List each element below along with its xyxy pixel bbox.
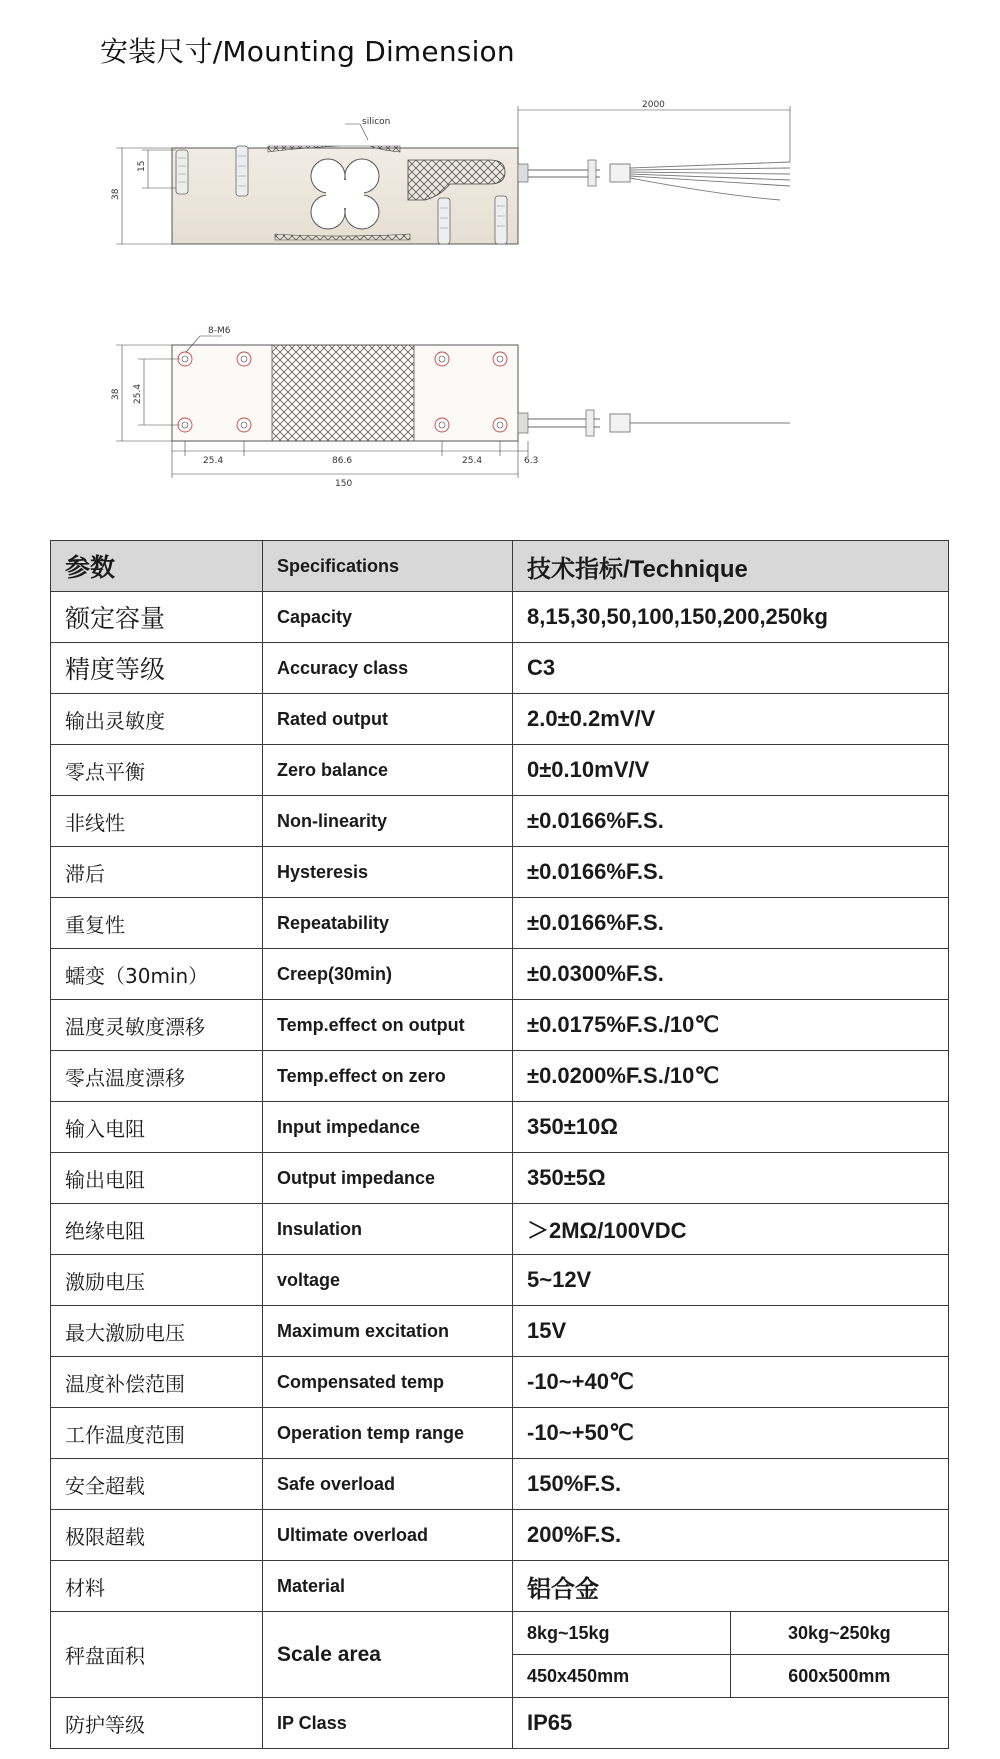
spec-name-en: Maximum excitation: [263, 1306, 513, 1357]
spec-name-en: Input impedance: [263, 1102, 513, 1153]
spec-name-en: voltage: [263, 1255, 513, 1306]
spec-value: 150%F.S.: [513, 1459, 949, 1510]
table-row: [51, 592, 949, 643]
table-row: [51, 1051, 949, 1102]
table-row: [51, 694, 949, 745]
page-title: 安装尺寸/Mounting Dimension: [100, 35, 515, 68]
dim-25-4-left: 25.4: [203, 456, 224, 466]
header-value: 技术指标/Technique: [513, 541, 949, 592]
table-row: [51, 1102, 949, 1153]
spec-name-cn: 重复性: [51, 898, 263, 949]
dim-2000: 2000: [642, 100, 665, 110]
table-row: [51, 847, 949, 898]
dim-6-3: 6.3: [524, 456, 539, 466]
spec-name-cn: 输出电阻: [51, 1153, 263, 1204]
label-silicon: silicon: [362, 117, 391, 127]
spec-name-en: Safe overload: [263, 1459, 513, 1510]
spec-value: 0±0.10mV/V: [513, 745, 949, 796]
spec-name-cn: 温度补偿范围: [51, 1357, 263, 1408]
table-row: [51, 745, 949, 796]
spec-name-en: Non-linearity: [263, 796, 513, 847]
spec-value: ±0.0166%F.S.: [513, 796, 949, 847]
scale-area-subtable: [513, 1612, 948, 1697]
label-8-m6: 8-M6: [208, 326, 231, 336]
spec-name-cn: 零点温度漂移: [51, 1051, 263, 1102]
spec-name-en: Compensated temp: [263, 1357, 513, 1408]
spec-name-en: Hysteresis: [263, 847, 513, 898]
spec-name-cn: 滞后: [51, 847, 263, 898]
spec-value: -10~+50℃: [513, 1408, 949, 1459]
table-row: [51, 1408, 949, 1459]
scale-area-size-row: [513, 1655, 948, 1698]
spec-name-cn: 非线性: [51, 796, 263, 847]
scale-size-large: 600x500mm: [730, 1655, 948, 1698]
spec-name-cn: 零点平衡: [51, 745, 263, 796]
spec-name-en: Ultimate overload: [263, 1510, 513, 1561]
spec-name-en: Capacity: [263, 592, 513, 643]
table-row: [51, 1357, 949, 1408]
scale-range-large: 30kg~250kg: [730, 1612, 948, 1655]
dim-150: 150: [335, 479, 353, 489]
spec-name-en: Accuracy class: [263, 643, 513, 694]
spec-value: ±0.0166%F.S.: [513, 898, 949, 949]
table-row: [51, 1000, 949, 1051]
spec-name-cn: 激励电压: [51, 1255, 263, 1306]
spec-name-cn: 绝缘电阻: [51, 1204, 263, 1255]
table-row-scale-area: [51, 1612, 949, 1698]
top-view: [111, 326, 790, 489]
table-row: [51, 796, 949, 847]
spec-value: 350±5Ω: [513, 1153, 949, 1204]
side-view: [111, 100, 790, 244]
spec-name-en: Rated output: [263, 694, 513, 745]
spec-name-cn: 蠕变（30min）: [51, 949, 263, 1000]
spec-value: 200%F.S.: [513, 1510, 949, 1561]
spec-name-cn: 额定容量: [51, 592, 263, 643]
dim-25-4-right: 25.4: [462, 456, 483, 466]
spec-name-cn: 工作温度范围: [51, 1408, 263, 1459]
scale-area-range-row: [513, 1612, 948, 1655]
spec-value: 8,15,30,50,100,150,200,250kg: [513, 592, 949, 643]
spec-name-en: Zero balance: [263, 745, 513, 796]
table-row: [51, 949, 949, 1000]
table-row: [51, 643, 949, 694]
spec-name-cn: 材料: [51, 1561, 263, 1612]
dim-38-top: 38: [111, 388, 121, 400]
scale-area-values: [513, 1612, 949, 1698]
scale-range-small: 8kg~15kg: [513, 1612, 730, 1655]
spec-name-en: IP Class: [263, 1698, 513, 1749]
spec-value: -10~+40℃: [513, 1357, 949, 1408]
spec-value: ±0.0166%F.S.: [513, 847, 949, 898]
spec-value: 350±10Ω: [513, 1102, 949, 1153]
spec-name-cn: 精度等级: [51, 643, 263, 694]
dim-15: 15: [137, 160, 147, 172]
spec-name-en: Operation temp range: [263, 1408, 513, 1459]
table-row: [51, 1204, 949, 1255]
spec-name-cn: 输入电阻: [51, 1102, 263, 1153]
spec-name-en: Material: [263, 1561, 513, 1612]
dim-25-4-vertical: 25.4: [133, 383, 143, 404]
spec-table: [50, 540, 949, 1749]
mounting-drawing: [0, 0, 1000, 500]
spec-value: C3: [513, 643, 949, 694]
table-row: [51, 1698, 949, 1749]
table-row: [51, 1459, 949, 1510]
spec-name-cn: 最大激励电压: [51, 1306, 263, 1357]
spec-value: ＞2MΩ/100VDC: [513, 1204, 949, 1255]
spec-value: IP65: [513, 1698, 949, 1749]
spec-name-en: Insulation: [263, 1204, 513, 1255]
header-cn: 参数: [51, 541, 263, 592]
spec-name-cn: 极限超载: [51, 1510, 263, 1561]
spec-value: ±0.0300%F.S.: [513, 949, 949, 1000]
spec-name-en: Temp.effect on output: [263, 1000, 513, 1051]
header-en: Specifications: [263, 541, 513, 592]
table-row: [51, 1255, 949, 1306]
spec-name-cn: 秤盘面积: [51, 1612, 263, 1698]
spec-name-en: Repeatability: [263, 898, 513, 949]
table-header-row: [51, 541, 949, 592]
spec-value: 2.0±0.2mV/V: [513, 694, 949, 745]
table-row: [51, 1561, 949, 1612]
table-row: [51, 898, 949, 949]
table-row: [51, 1510, 949, 1561]
spec-name-cn: 输出灵敏度: [51, 694, 263, 745]
table-row: [51, 1306, 949, 1357]
spec-name-cn: 温度灵敏度漂移: [51, 1000, 263, 1051]
spec-name-cn: 安全超载: [51, 1459, 263, 1510]
spec-value: 15V: [513, 1306, 949, 1357]
spec-name-en: Creep(30min): [263, 949, 513, 1000]
spec-value: 铝合金: [513, 1561, 949, 1612]
spec-name-en: Temp.effect on zero: [263, 1051, 513, 1102]
spec-name-en: Output impedance: [263, 1153, 513, 1204]
dim-86-6: 86.6: [332, 456, 353, 466]
spec-name-en: Scale area: [263, 1612, 513, 1698]
table-row: [51, 1153, 949, 1204]
scale-size-small: 450x450mm: [527, 1665, 630, 1686]
spec-value: ±0.0200%F.S./10℃: [513, 1051, 949, 1102]
dim-38-side: 38: [111, 188, 121, 200]
spec-name-cn: 防护等级: [51, 1698, 263, 1749]
spec-value: 5~12V: [513, 1255, 949, 1306]
spec-value: ±0.0175%F.S./10℃: [513, 1000, 949, 1051]
